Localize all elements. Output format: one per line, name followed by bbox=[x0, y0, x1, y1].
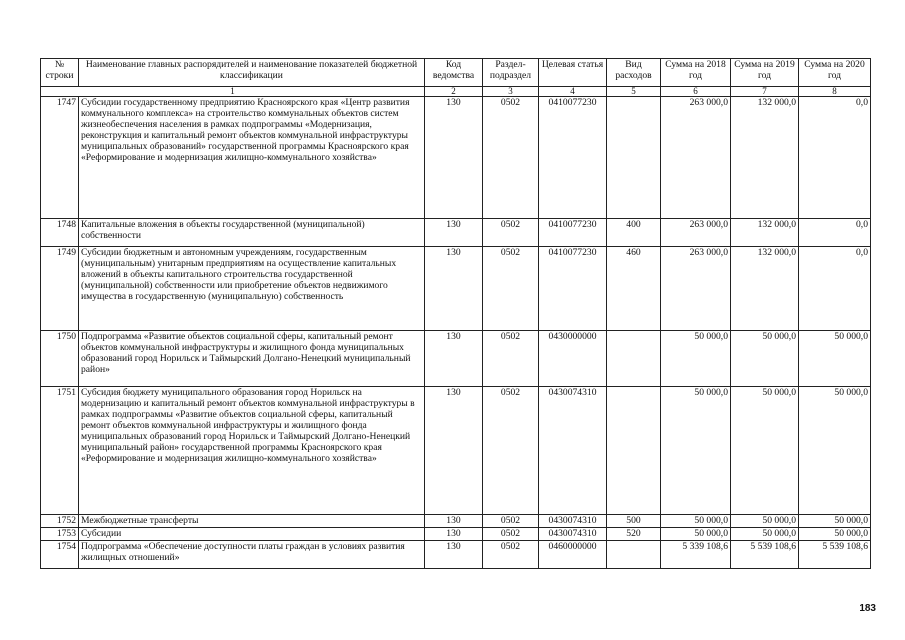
row-number: 1754 bbox=[41, 541, 79, 569]
row-sum-2018: 5 339 108,6 bbox=[661, 541, 731, 569]
header-sum-2019: Сумма на 2019 год bbox=[731, 59, 799, 87]
row-sum-2019: 132 000,0 bbox=[731, 97, 799, 219]
row-sum-2019: 132 000,0 bbox=[731, 247, 799, 331]
header-row bbox=[41, 59, 871, 87]
row-sum-2018: 263 000,0 bbox=[661, 247, 731, 331]
column-number-1: 1 bbox=[41, 87, 425, 97]
row-sum-2018: 50 000,0 bbox=[661, 387, 731, 515]
row-name: Субсидии государственному предприятию Красноярского края «Центр развития коммунального комплекса» на строительство коммунальных объектов систем жизнеобеспечения населения в рамках подпрограммы «Модернизация, реконструкция и капитальный ремонт объектов коммунальной инфраструктуры муниципальных образований» государственной программы Красноярского края «Реформирование и модернизация жилищно-коммунального хозяйства» bbox=[79, 97, 425, 219]
row-target: 0410077230 bbox=[539, 219, 607, 247]
table-row bbox=[41, 219, 871, 247]
row-sum-2020: 5 539 108,6 bbox=[799, 541, 871, 569]
row-dept: 130 bbox=[425, 387, 483, 515]
table-row bbox=[41, 331, 871, 387]
row-sum-2018: 50 000,0 bbox=[661, 331, 731, 387]
row-section: 0502 bbox=[483, 541, 539, 569]
row-section: 0502 bbox=[483, 515, 539, 528]
row-sum-2018: 263 000,0 bbox=[661, 219, 731, 247]
row-target: 0430074310 bbox=[539, 515, 607, 528]
column-number-2: 2 bbox=[425, 87, 483, 97]
row-sum-2019: 50 000,0 bbox=[731, 528, 799, 541]
row-name: Межбюджетные трансферты bbox=[79, 515, 425, 528]
row-sum-2019: 50 000,0 bbox=[731, 515, 799, 528]
row-sum-2019: 50 000,0 bbox=[731, 387, 799, 515]
row-sum-2019: 50 000,0 bbox=[731, 331, 799, 387]
row-section: 0502 bbox=[483, 247, 539, 331]
row-target: 0430000000 bbox=[539, 331, 607, 387]
row-section: 0502 bbox=[483, 528, 539, 541]
row-dept: 130 bbox=[425, 97, 483, 219]
row-name: Подпрограмма «Развитие объектов социальной сферы, капитальный ремонт объектов коммунальной инфраструктуры и жилищного фонда муниципальных образований город Норильск и Таймырский Долгано-Ненецкий муниципальный район» bbox=[79, 331, 425, 387]
row-target: 0410077230 bbox=[539, 247, 607, 331]
row-sum-2020: 0,0 bbox=[799, 247, 871, 331]
row-target: 0430074310 bbox=[539, 528, 607, 541]
column-number-5: 5 bbox=[607, 87, 661, 97]
row-name: Субсидии bbox=[79, 528, 425, 541]
row-target: 0410077230 bbox=[539, 97, 607, 219]
column-number-3: 3 bbox=[483, 87, 539, 97]
header-section: Раздел- подраздел bbox=[483, 59, 539, 87]
row-exp-type: 400 bbox=[607, 219, 661, 247]
row-sum-2018: 50 000,0 bbox=[661, 515, 731, 528]
row-target: 0430074310 bbox=[539, 387, 607, 515]
table-row bbox=[41, 528, 871, 541]
table-row bbox=[41, 97, 871, 219]
row-section: 0502 bbox=[483, 387, 539, 515]
row-number: 1752 bbox=[41, 515, 79, 528]
header-exp-type: Вид расходов bbox=[607, 59, 661, 87]
row-number: 1750 bbox=[41, 331, 79, 387]
row-dept: 130 bbox=[425, 515, 483, 528]
row-dept: 130 bbox=[425, 331, 483, 387]
row-dept: 130 bbox=[425, 219, 483, 247]
header-target: Целевая статья bbox=[539, 59, 607, 87]
header-sum-2018: Сумма на 2018 год bbox=[661, 59, 731, 87]
row-sum-2018: 263 000,0 bbox=[661, 97, 731, 219]
column-number-8: 8 bbox=[799, 87, 871, 97]
row-exp-type bbox=[607, 387, 661, 515]
column-number-7: 7 bbox=[731, 87, 799, 97]
row-sum-2020: 0,0 bbox=[799, 219, 871, 247]
row-number: 1749 bbox=[41, 247, 79, 331]
row-section: 0502 bbox=[483, 219, 539, 247]
column-number-4: 4 bbox=[539, 87, 607, 97]
row-dept: 130 bbox=[425, 247, 483, 331]
row-sum-2019: 5 539 108,6 bbox=[731, 541, 799, 569]
row-exp-type: 520 bbox=[607, 528, 661, 541]
table-row bbox=[41, 387, 871, 515]
budget-table bbox=[40, 58, 871, 569]
header-name: Наименование главных распорядителей и наименование показателей бюджетной классификации bbox=[79, 59, 425, 87]
row-target: 0460000000 bbox=[539, 541, 607, 569]
row-name: Субсидия бюджету муниципального образования город Норильск на модернизацию и капитальный ремонт объектов коммунальной инфраструктуры в рамках подпрограммы «Развитие объектов социальной сферы, капитальный ремонт объектов коммунальной инфраструктуры и жилищного фонда муниципальных образований город Норильск и Таймырский Долгано-Ненецкий муниципальный район» государственной программы Красноярского края «Реформирование и модернизация жилищно-коммунального хозяйства» bbox=[79, 387, 425, 515]
header-dept: Код ведомства bbox=[425, 59, 483, 87]
row-exp-type bbox=[607, 541, 661, 569]
row-dept: 130 bbox=[425, 541, 483, 569]
row-exp-type bbox=[607, 97, 661, 219]
row-number: 1751 bbox=[41, 387, 79, 515]
row-sum-2019: 132 000,0 bbox=[731, 219, 799, 247]
row-number: 1753 bbox=[41, 528, 79, 541]
row-sum-2020: 50 000,0 bbox=[799, 528, 871, 541]
column-number-6: 6 bbox=[661, 87, 731, 97]
row-sum-2020: 50 000,0 bbox=[799, 515, 871, 528]
header-row-num: № строки bbox=[41, 59, 79, 87]
row-section: 0502 bbox=[483, 97, 539, 219]
table-row bbox=[41, 247, 871, 331]
row-sum-2020: 0,0 bbox=[799, 97, 871, 219]
page-number: 183 bbox=[859, 603, 876, 614]
column-number-row bbox=[41, 87, 871, 97]
row-exp-type bbox=[607, 331, 661, 387]
row-sum-2020: 50 000,0 bbox=[799, 387, 871, 515]
header-sum-2020: Сумма на 2020 год bbox=[799, 59, 871, 87]
table-row bbox=[41, 515, 871, 528]
row-section: 0502 bbox=[483, 331, 539, 387]
row-name: Капитальные вложения в объекты государственной (муниципальной) собственности bbox=[79, 219, 425, 247]
row-exp-type: 500 bbox=[607, 515, 661, 528]
row-name: Подпрограмма «Обеспечение доступности платы граждан в условиях развития жилищных отношений» bbox=[79, 541, 425, 569]
row-sum-2018: 50 000,0 bbox=[661, 528, 731, 541]
row-number: 1747 bbox=[41, 97, 79, 219]
row-name: Субсидии бюджетным и автономным учреждениям, государственным (муниципальным) унитарным предприятиям на осуществление капитальных вложений в объекты капитального строительства государственной (муниципальной) собственности или приобретение объектов недвижимого имущества в государственную (муниципальную) собственность bbox=[79, 247, 425, 331]
table-row bbox=[41, 541, 871, 569]
row-exp-type: 460 bbox=[607, 247, 661, 331]
row-dept: 130 bbox=[425, 528, 483, 541]
row-number: 1748 bbox=[41, 219, 79, 247]
row-sum-2020: 50 000,0 bbox=[799, 331, 871, 387]
